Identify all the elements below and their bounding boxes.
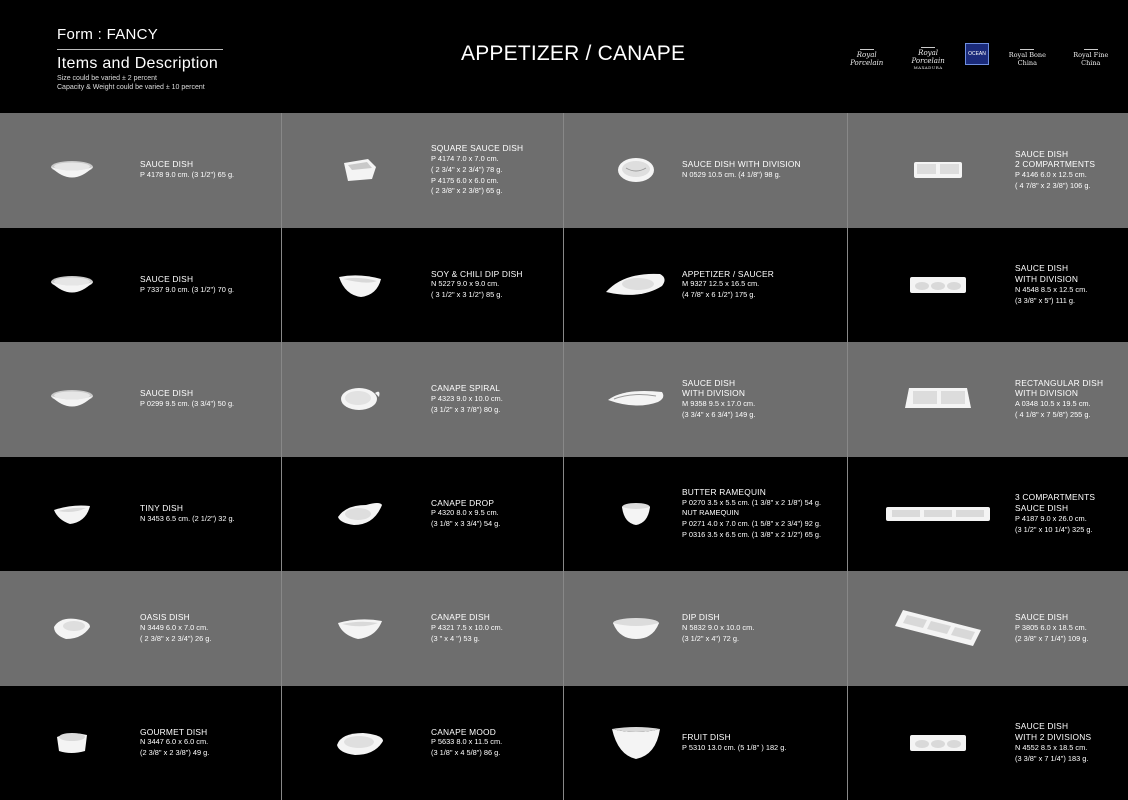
product-spec: N 3453 6.5 cm. (2 1/2") 32 g.: [140, 513, 235, 523]
product-image-rect3-flat: [884, 503, 992, 530]
product-spec: (3 3/8" x 5") 111 g.: [1015, 295, 1076, 305]
product-spec: P 7337 9.0 cm. (3 1/2") 70 g.: [140, 284, 235, 294]
product-name: GOURMET DISH: [140, 726, 208, 737]
product-description: [431, 383, 503, 415]
product-name: WITH DIVISION: [1015, 388, 1079, 399]
product-spec: (3 1/2" x 3 7/8") 80 g.: [431, 404, 501, 414]
product-name: SAUCE DISH: [140, 388, 194, 399]
product-description: [682, 159, 801, 181]
product-spec: ( 2 3/8" x 2 3/8") 65 g.: [431, 186, 503, 196]
product-image-fruit: [610, 725, 662, 766]
royal-fine-china-logo: Royal Fine China: [1066, 41, 1116, 67]
product-spec: (3 1/8" x 3 3/4") 54 g.: [431, 519, 501, 529]
product-name: SOY & CHILI DIP DISH: [431, 268, 523, 279]
header: [0, 0, 1128, 113]
product-spec: N 3449 6.0 x 7.0 cm.: [140, 622, 209, 632]
product-description: [682, 487, 821, 541]
product-name: SAUCE DISH: [1015, 721, 1069, 732]
product-spec: P 4187 9.0 x 26.0 cm.: [1015, 513, 1087, 523]
product-image-rect3-round: [908, 732, 968, 759]
product-spec: ( 4 7/8" x 2 3/8") 106 g.: [1015, 181, 1091, 191]
product-row: [0, 342, 1128, 457]
product-spec: P 4320 8.0 x 9.5 cm.: [431, 508, 499, 518]
size-note: Size could be varied ± 2 percent: [57, 75, 157, 82]
product-spec: (3 3/4" x 6 3/4") 149 g.: [682, 410, 756, 420]
product-row: [0, 686, 1128, 800]
product-name: APPETIZER / SAUCER: [682, 268, 775, 279]
product-description: [1015, 263, 1087, 306]
product-name: SAUCE DISH: [140, 273, 194, 284]
product-spec: P 0316 3.5 x 6.5 cm. (1 3/8" x 2 1/2") 65 g.: [682, 529, 822, 539]
product-description: [431, 269, 523, 301]
product-spec: (3 1/2" x 4") 72 g.: [682, 633, 740, 643]
product-spec: M 9358 9.5 x 17.0 cm.: [682, 399, 756, 409]
product-spec: P 0270 3.5 x 5.5 cm. (1 3/8" x 2 1/8") 54 g.: [682, 497, 822, 507]
product-spec: M 9327 12.5 x 16.5 cm.: [682, 279, 760, 289]
product-spec: A 0348 10.5 x 19.5 cm.: [1015, 399, 1091, 409]
product-spec: P 4146 6.0 x 12.5 cm.: [1015, 170, 1087, 180]
product-name: WITH 2 DIVISIONS: [1015, 731, 1092, 742]
items-title: Items and Description: [57, 55, 219, 72]
product-image-soy: [337, 271, 383, 304]
product-description: [1015, 612, 1088, 644]
product-spec: (3 " x 4 ") 53 g.: [431, 633, 480, 643]
product-image-rect3-angled: [893, 608, 983, 653]
product-name: DIP DISH: [682, 612, 720, 623]
product-description: [682, 732, 786, 754]
royal-bone-china-logo: Royal Bone China: [1001, 41, 1053, 67]
product-spec: N 4548 8.5 x 12.5 cm.: [1015, 284, 1088, 294]
product-spec: P 4323 9.0 x 10.0 cm.: [431, 393, 503, 403]
product-description: [682, 378, 755, 421]
product-row: [0, 571, 1128, 686]
product-spec: ( 4 1/8" x 7 5/8") 255 g.: [1015, 410, 1091, 420]
product-description: [682, 269, 774, 301]
product-description: [431, 612, 503, 644]
product-spec: P 4178 9.0 cm. (3 1/2") 65 g.: [140, 170, 235, 180]
product-spec: P 5633 8.0 x 11.5 cm.: [431, 737, 503, 747]
product-name: SAUCE DISH: [682, 377, 736, 388]
product-name: SQUARE SAUCE DISH: [431, 143, 524, 154]
product-description: [682, 612, 754, 644]
ocean-logo: OCEAN: [965, 43, 989, 65]
crest-icon: [860, 41, 874, 50]
product-spec: P 5310 13.0 cm. (5 1/8" ) 182 g.: [682, 742, 787, 752]
product-description: [1015, 378, 1103, 421]
product-spec: NUT RAMEQUIN: [682, 508, 739, 518]
product-row: [0, 457, 1128, 572]
product-description: [1015, 149, 1095, 192]
crest-icon: [921, 39, 935, 48]
product-image-rect3-round: [908, 274, 968, 301]
product-spec: ( 2 3/4" x 2 3/4") 78 g.: [431, 164, 503, 174]
product-spec: N 5227 9.0 x 9.0 cm.: [431, 279, 500, 289]
product-description: [1015, 492, 1095, 535]
product-description: [140, 727, 209, 759]
product-spec: P 3805 6.0 x 18.5 cm.: [1015, 622, 1087, 632]
product-row: [0, 113, 1128, 228]
product-image-tiny: [52, 502, 92, 531]
product-name: WITH DIVISION: [1015, 273, 1079, 284]
title-rule: [57, 49, 223, 50]
product-image-dip: [611, 615, 661, 646]
product-name: SAUCE DISH: [1015, 612, 1069, 623]
product-spec: N 5832 9.0 x 10.0 cm.: [682, 622, 755, 632]
column-divider: [281, 113, 282, 800]
product-spec: N 0529 10.5 cm. (4 1/8") 98 g.: [682, 170, 781, 180]
product-name: 2 COMPARTMENTS: [1015, 159, 1096, 170]
product-row: [0, 228, 1128, 343]
royal-porcelain-maxadura-logo: Royal Porcelain MAXADURA: [903, 39, 952, 70]
product-description: [140, 159, 234, 181]
royal-porcelain-logo: Royal Porcelain: [842, 41, 891, 67]
product-image-oval-bowl: [49, 158, 95, 187]
product-spec: (3 1/2" x 10 1/4") 325 g.: [1015, 524, 1093, 534]
product-description: [140, 612, 211, 644]
product-spec: P 0299 9.5 cm. (3 3/4") 50 g.: [140, 399, 235, 409]
product-spec: P 4175 6.0 x 6.0 cm.: [431, 175, 499, 185]
product-grid: [0, 113, 1128, 800]
product-spec: (3 1/8" x 4 5/8") 86 g.: [431, 748, 501, 758]
product-image-rect2: [912, 159, 964, 186]
product-spec: (4 7/8" x 6 1/2") 175 g.: [682, 290, 756, 300]
product-description: [140, 388, 234, 410]
product-name: SAUCE DISH: [1015, 502, 1069, 513]
product-image-gourmet: [55, 729, 89, 762]
product-name: 3 COMPARTMENTS: [1015, 492, 1096, 503]
product-spec: N 4552 8.5 x 18.5 cm.: [1015, 742, 1088, 752]
product-name: WITH DIVISION: [682, 388, 746, 399]
product-name: SAUCE DISH: [1015, 263, 1069, 274]
product-description: [431, 498, 500, 530]
product-spec: (2 3/8" x 2 3/8") 49 g.: [140, 748, 210, 758]
crest-icon: [1084, 41, 1098, 50]
product-name: SAUCE DISH: [1015, 148, 1069, 159]
product-image-rect-tray: [903, 384, 973, 419]
product-description: [140, 503, 235, 525]
product-image-canape-dish: [336, 615, 384, 646]
product-name: SAUCE DISH: [140, 159, 194, 170]
product-spec: (3 3/8" x 7 1/4") 183 g.: [1015, 753, 1089, 763]
product-name: RECTANGULAR DISH: [1015, 377, 1104, 388]
product-name: CANAPE SPIRAL: [431, 383, 501, 394]
product-image-long-oval: [606, 386, 666, 417]
product-name: CANAPE DISH: [431, 612, 490, 623]
product-description: [140, 274, 234, 296]
product-name: BUTTER RAMEQUIN: [682, 486, 766, 497]
product-image-mood: [335, 729, 385, 762]
product-image-round-div: [616, 156, 656, 189]
brand-logos: [842, 38, 1128, 70]
product-spec: (2 3/8" x 7 1/4") 109 g.: [1015, 633, 1089, 643]
product-name: CANAPE MOOD: [431, 726, 497, 737]
product-spec: P 4174 7.0 x 7.0 cm.: [431, 154, 499, 164]
product-name: TINY DISH: [140, 502, 184, 513]
crest-icon: [1020, 41, 1034, 50]
form-title: Form : FANCY: [57, 26, 159, 43]
product-name: FRUIT DISH: [682, 731, 731, 742]
column-divider: [563, 113, 564, 800]
page-title: APPETIZER / CANAPE: [461, 42, 686, 65]
column-divider: [847, 113, 848, 800]
product-name: OASIS DISH: [140, 612, 190, 623]
product-name: CANAPE DROP: [431, 497, 495, 508]
product-spec: N 3447 6.0 x 6.0 cm.: [140, 737, 209, 747]
product-image-oasis: [52, 615, 92, 646]
product-spec: ( 3 1/2" x 3 1/2") 85 g.: [431, 290, 503, 300]
product-description: [431, 143, 523, 197]
product-image-ramekin: [620, 501, 652, 532]
product-image-spiral: [339, 385, 381, 418]
product-spec: P 4321 7.5 x 10.0 cm.: [431, 622, 503, 632]
product-image-saucer: [604, 270, 668, 305]
product-description: [1015, 721, 1091, 764]
product-spec: P 0271 4.0 x 7.0 cm. (1 5/8" x 2 3/4") 92 g.: [682, 519, 822, 529]
product-name: SAUCE DISH WITH DIVISION: [682, 159, 801, 170]
product-image-drop: [336, 499, 384, 534]
weight-note: Capacity & Weight could be varied ± 10 percent: [57, 84, 205, 91]
product-image-oval-bowl: [49, 387, 95, 416]
product-spec: ( 2 3/8" x 2 3/4") 26 g.: [140, 633, 212, 643]
product-image-oval-bowl: [49, 273, 95, 302]
product-image-square: [342, 157, 378, 188]
product-description: [431, 727, 502, 759]
